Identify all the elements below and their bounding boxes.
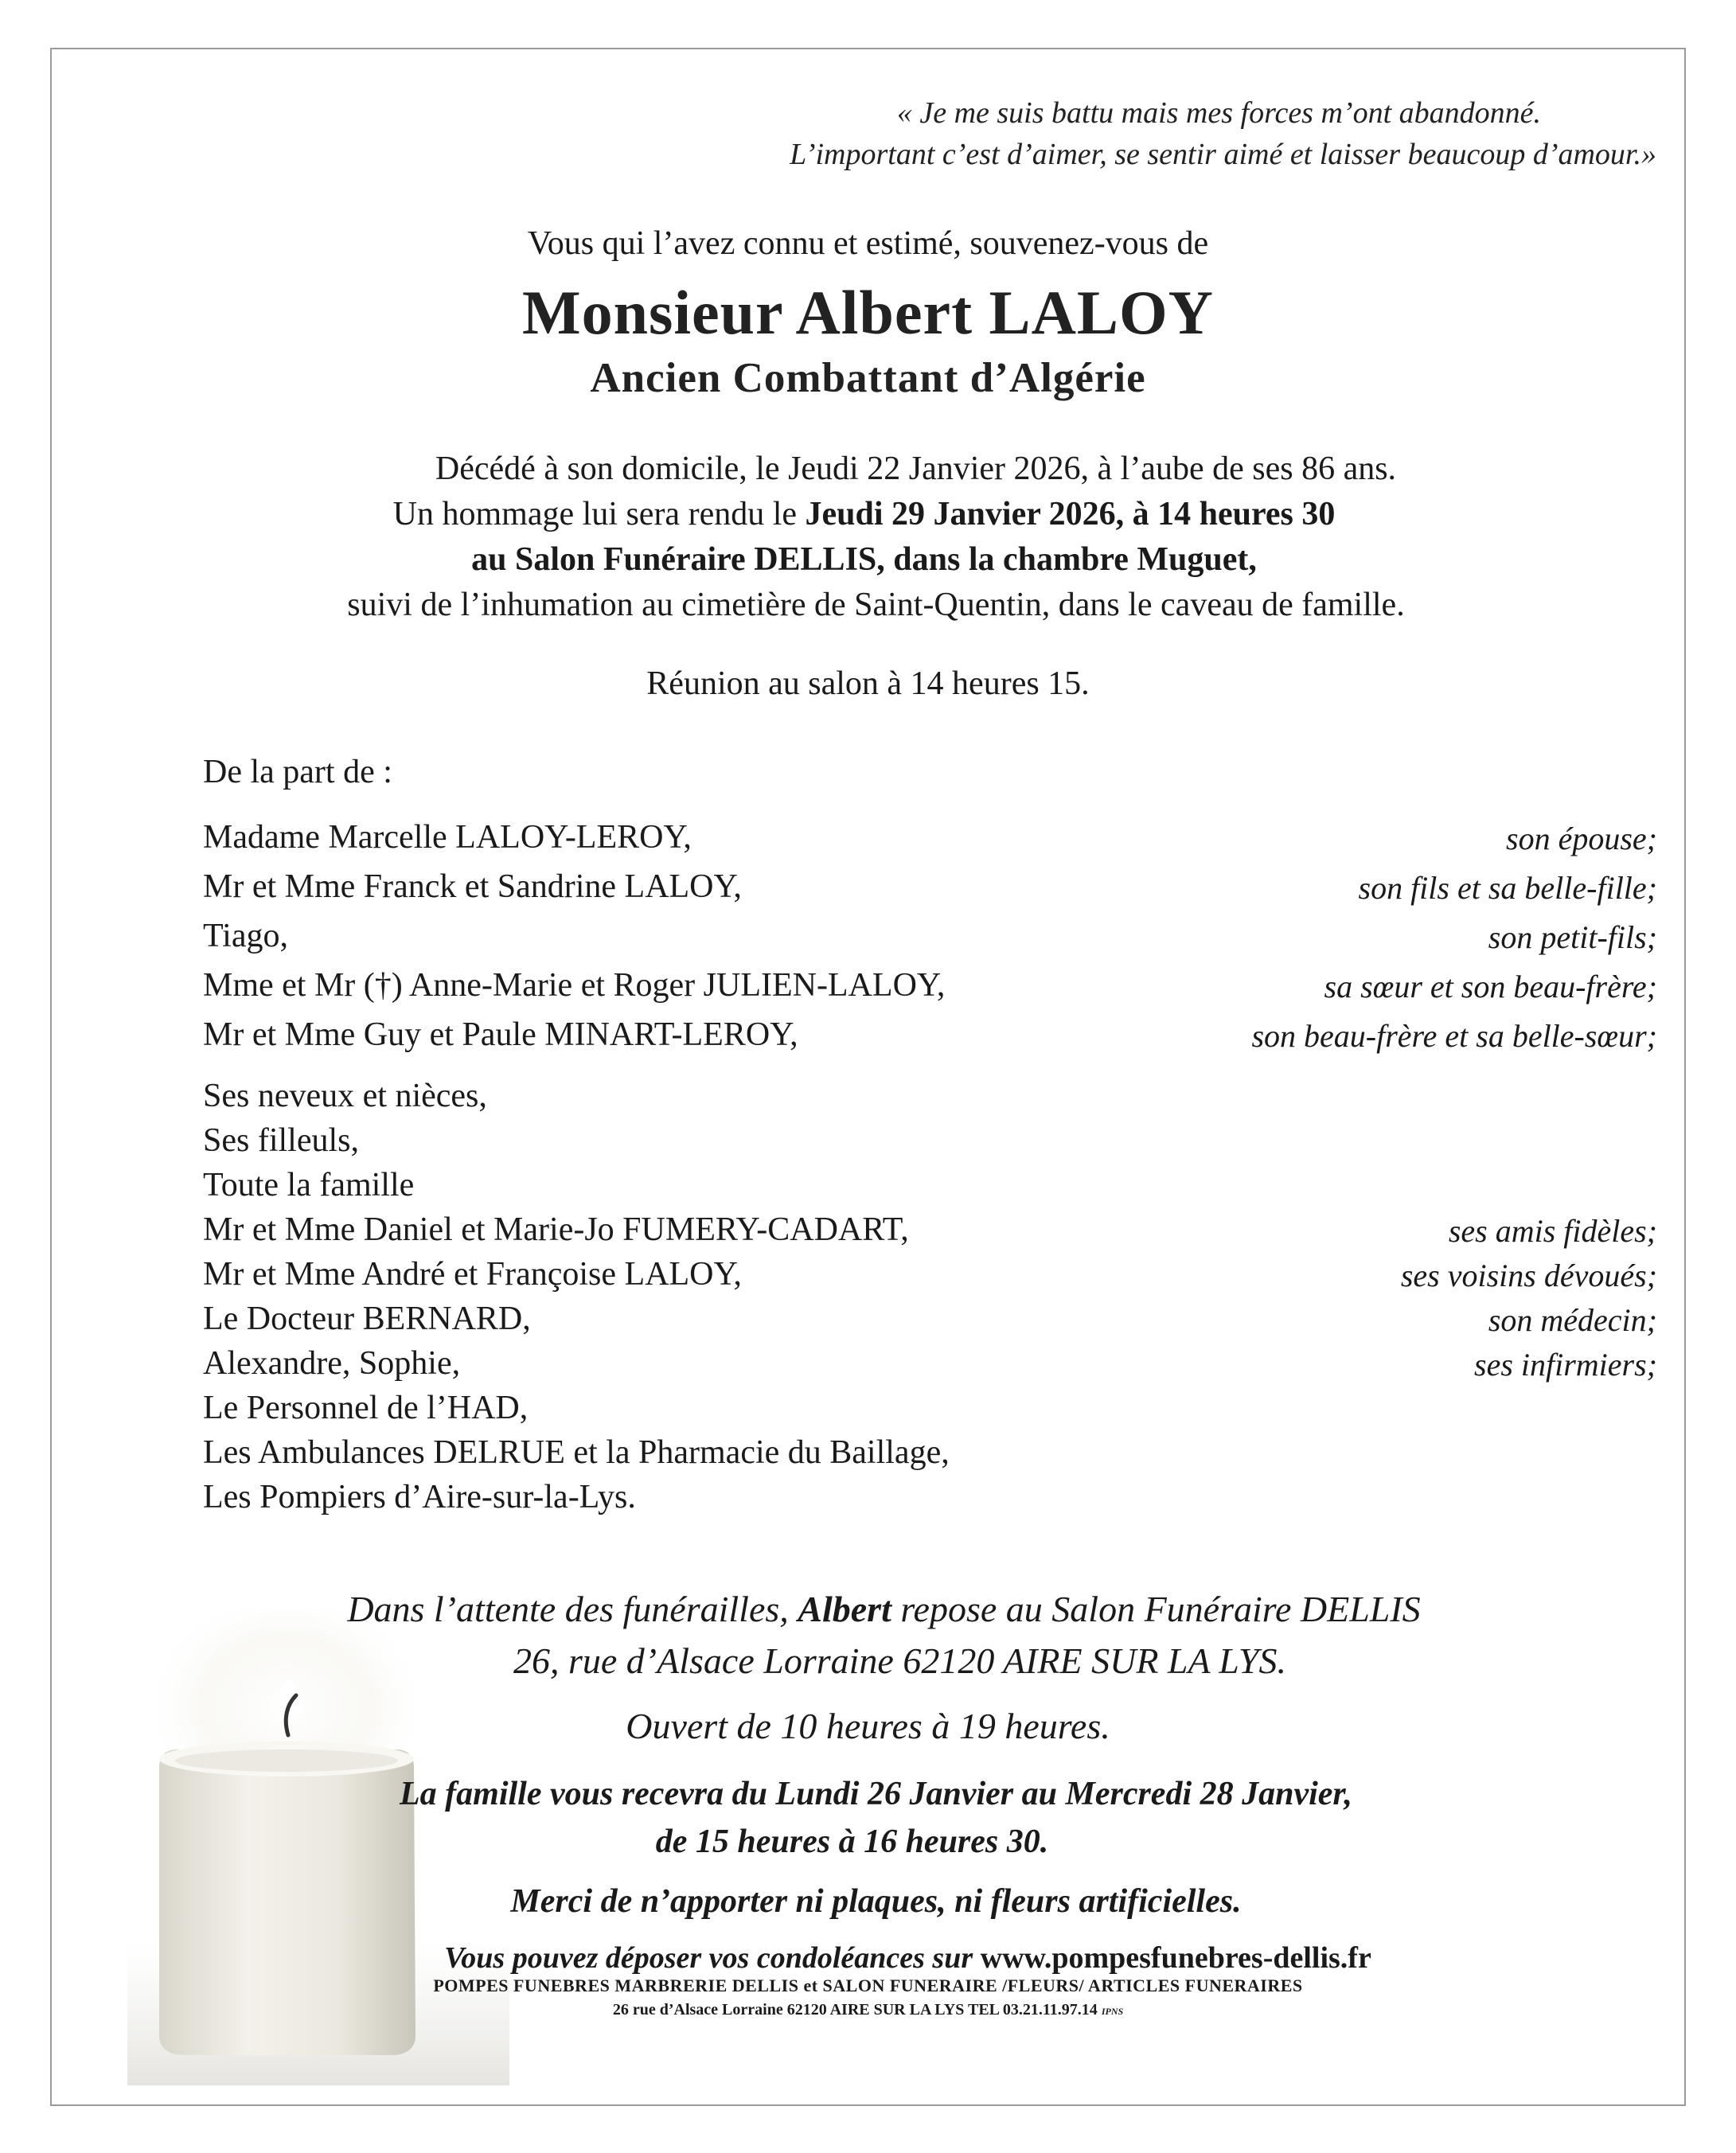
- quote-line-1: « Je me suis battu mais mes forces m’ont abandonné.: [896, 96, 1541, 130]
- family-member-name: Mr et Mme Daniel et Marie-Jo FUMERY-CADART,: [203, 1211, 909, 1248]
- family-member-name: Mme et Mr (†) Anne-Marie et Roger JULIEN-LALOY,: [203, 967, 946, 1004]
- family-member-name: Mr et Mme Franck et Sandrine LALOY,: [203, 868, 742, 905]
- family-member-name: Ses neveux et nièces,: [203, 1078, 487, 1114]
- family-member-name: Les Pompiers d’Aire-sur-la-Lys.: [203, 1479, 636, 1515]
- family-member-name: Le Docteur BERNARD,: [203, 1301, 531, 1337]
- footer-address-text: 26 rue d’Alsace Lorraine 62120 AIRE SUR LA LYS TEL 03.21.11.97.14: [612, 2001, 1098, 2018]
- tribute-location: au Salon Funéraire DELLIS, dans la chambre Muguet,: [471, 541, 1257, 578]
- intro-text: Vous qui l’avez connu et estimé, souvenez-vous de: [527, 225, 1209, 262]
- tribute-line: [0, 495, 1732, 533]
- family-member-name: Ses filleuls,: [203, 1122, 359, 1159]
- family-member-relation: ses voisins dévoués;: [1400, 1258, 1657, 1293]
- family-member-name: Mr et Mme Guy et Paule MINART-LEROY,: [203, 1016, 798, 1053]
- family-member-relation: son épouse;: [1506, 821, 1657, 856]
- family-member-relation: son beau-frère et sa belle-sœur;: [1251, 1018, 1657, 1054]
- funeral-line-1a: Dans l’attente des funérailles,: [347, 1589, 798, 1629]
- death-notice-line: Décédé à son domicile, le Jeudi 22 Janvier 2026, à l’aube de ses 86 ans.: [435, 450, 1397, 487]
- family-member-name: Tiago,: [203, 918, 288, 954]
- deceased-title: Ancien Combattant d’Algérie: [590, 355, 1146, 401]
- footer-company: POMPES FUNEBRES MARBRERIE DELLIS et SALON FUNERAIRE /FLEURS/ ARTICLES FUNERAIRES: [433, 1976, 1303, 1995]
- funeral-first-name: Albert: [798, 1589, 891, 1629]
- family-member-name: Madame Marcelle LALOY-LEROY,: [203, 819, 692, 856]
- condolences-line: [40, 1940, 1736, 1976]
- family-reception-hours: de 15 heures à 16 heures 30.: [655, 1823, 1049, 1860]
- funeral-line-1c: repose au Salon Funéraire DELLIS: [891, 1589, 1421, 1629]
- family-member-relation: son fils et sa belle-fille;: [1358, 870, 1657, 906]
- tribute-prefix: Un hommage lui sera rendu le: [392, 496, 806, 532]
- footer-address: [0, 2001, 1736, 2019]
- deceased-name: Monsieur Albert LALOY: [522, 278, 1214, 347]
- quote-line-2: L’important c’est d’aimer, se sentir aimé et laisser beaucoup d’amour.»: [790, 138, 1656, 171]
- family-member-name: Toute la famille: [203, 1167, 415, 1203]
- no-flowers-notice: Merci de n’apporter ni plaques, ni fleurs artificielles.: [510, 1883, 1242, 1920]
- family-member-relation: son petit-fils;: [1488, 919, 1657, 955]
- family-member-relation: ses amis fidèles;: [1448, 1213, 1657, 1249]
- funeral-line-1: [16, 1588, 1736, 1630]
- family-member-name: Le Personnel de l’HAD,: [203, 1390, 529, 1426]
- condolences-text: Vous pouvez déposer vos condoléances sur: [444, 1941, 981, 1975]
- family-member-relation: sa sœur et son beau-frère;: [1324, 969, 1657, 1004]
- website-link[interactable]: www.pompesfunebres-dellis.fr: [980, 1941, 1371, 1975]
- family-member-name: Mr et Mme André et Françoise LALOY,: [203, 1256, 742, 1293]
- funeral-address: 26, rue d’Alsace Lorraine 62120 AIRE SUR LA LYS.: [513, 1640, 1287, 1681]
- family-reception: La famille vous recevra du Lundi 26 Janvier au Mercredi 28 Janvier,: [400, 1776, 1352, 1812]
- family-member-relation: son médecin;: [1488, 1302, 1657, 1338]
- family-member-relation: ses infirmiers;: [1474, 1347, 1657, 1383]
- tribute-date: Jeudi 29 Janvier 2026, à 14 heures 30: [805, 496, 1336, 532]
- family-member-name: Alexandre, Sophie,: [203, 1345, 461, 1382]
- family-member-name: Les Ambulances DELRUE et la Pharmacie du Baillage,: [203, 1434, 950, 1471]
- opening-hours: Ouvert de 10 heures à 19 heures.: [626, 1706, 1110, 1746]
- reunion-text: Réunion au salon à 14 heures 15.: [646, 665, 1090, 702]
- from-label: De la part de :: [203, 754, 392, 790]
- footer-ipns: IPNS: [1101, 2006, 1124, 2017]
- burial-line: suivi de l’inhumation au cimetière de Saint-Quentin, dans le caveau de famille.: [347, 587, 1405, 623]
